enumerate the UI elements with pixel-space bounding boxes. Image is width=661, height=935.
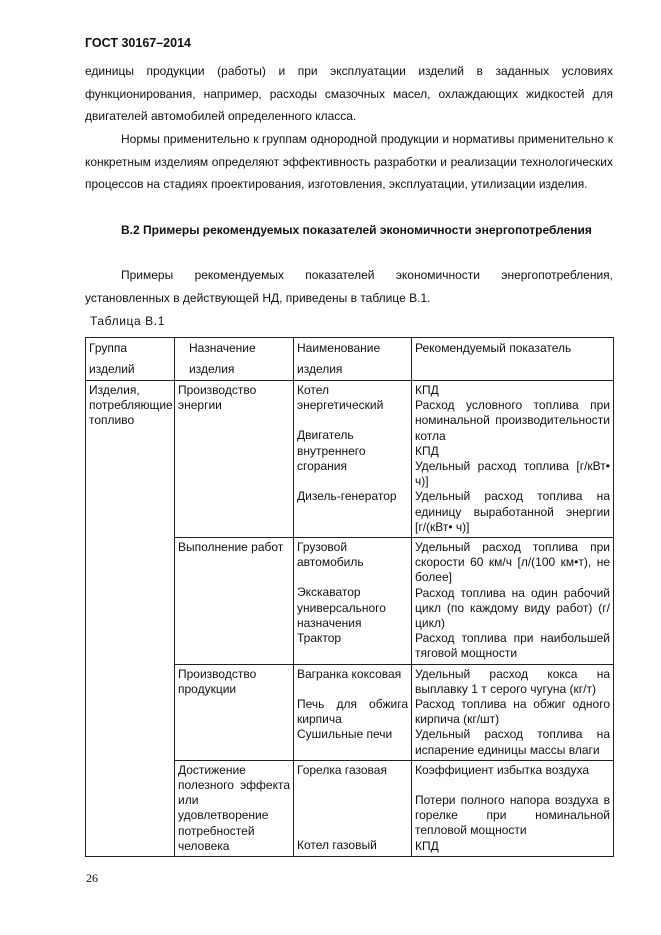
header-name: Наименование изделия — [294, 338, 412, 381]
indicator-cell — [412, 760, 614, 856]
indicator-text: Удельный расход топлива при скорости 60 км/ч [л/(100 км•т), не более] — [415, 540, 610, 585]
item-name: Котел газовый — [297, 838, 377, 853]
name-cell — [294, 538, 412, 665]
header-purpose: Назначение изделия — [175, 338, 294, 381]
indicator-text: КПД — [415, 838, 439, 853]
indicator-text: Коэффициент избытка воздуха — [415, 762, 590, 777]
indicator-text: Расход топлива на один рабочий цикл (по каждому виду работ) (г/цикл) — [415, 585, 610, 631]
table-caption: Таблица В.1 — [90, 314, 165, 328]
indicator-text: Удельный расход топлива на испарение единицы массы влаги — [415, 727, 610, 757]
purpose-cell: Производство энергии — [175, 381, 294, 538]
indicator-cell — [412, 381, 614, 538]
item-name: Трактор — [297, 631, 342, 646]
page-number: 26 — [86, 871, 98, 885]
indicator-text: Удельный расход топлива на единицу выработанной энергии [г/(кВт• ч)] — [415, 489, 610, 534]
item-name: Двигатель внутреннего сгорания — [297, 428, 366, 473]
paragraph-1: единицы продукции (работы) и при эксплуатации изделий в заданных условиях функционирования, например, расходы смазочных масел, охлаждающих жидкостей для двигателей автомобилей определенного класса. — [85, 64, 613, 123]
group-cell: Изделия, потребляющие топливо — [86, 381, 175, 857]
indicators-table — [85, 337, 614, 857]
item-name: Дизель-генератор — [297, 489, 397, 504]
indicator-cell — [412, 538, 614, 665]
item-name: Печь для обжига кирпича — [297, 696, 408, 727]
item-name: Грузовой автомобиль — [297, 540, 364, 570]
item-name: Котел энергетический — [297, 383, 384, 413]
indicator-text: Удельный расход топлива [г/кВт• ч)] — [415, 459, 610, 489]
table-row — [86, 381, 614, 538]
item-name: Горелка газовая — [297, 762, 387, 777]
paragraph-2: Нормы применительно к группам однородной продукции и нормативы применительно к конкретным изделиям определяют эффективность разработки и реализации технологических процессов на стадиях проектирования, изготовления, эксплуатации, утилизации изделия. — [85, 132, 613, 191]
section-heading: В.2 Примеры рекомендуемых показателей экономичности энергопотребления — [121, 223, 592, 237]
item-name: Вагранка коксовая — [297, 666, 402, 681]
table-header-row — [86, 338, 614, 381]
indicator-text: Расход топлива при наибольшей тяговой мощности — [415, 631, 610, 661]
header-group: Группа изделий — [86, 338, 175, 381]
purpose-cell: Выполнение работ — [175, 538, 294, 665]
paragraph-3: Примеры рекомендуемых показателей экономичности энергопотребления, установленных в действующей НД, приведены в таблице В.1. — [85, 268, 613, 305]
name-cell — [294, 664, 412, 760]
name-cell — [294, 381, 412, 538]
indicator-text: Удельный расход кокса на выплавку 1 т серого чугуна (кг/т) — [415, 666, 610, 696]
item-name: Сушильные печи — [297, 727, 393, 742]
document-code: ГОСТ 30167–2014 — [85, 36, 191, 50]
indicator-text: Потери полного напора воздуха в горелке при номинальной тепловой мощности — [415, 793, 610, 838]
indicator-cell — [412, 664, 614, 760]
purpose-cell: Производство продукции — [175, 664, 294, 760]
name-cell — [294, 760, 412, 856]
header-indicator: Рекомендуемый показатель — [412, 338, 614, 381]
indicator-text: Расход топлива на обжиг одного кирпича (кг/шт) — [415, 697, 610, 727]
indicator-text: Расход условного топлива при номинальной производительности котла — [415, 398, 610, 443]
purpose-cell: Достижение полезного эффекта или удовлетворение потребностей человека — [175, 760, 294, 856]
indicator-text: КПД — [415, 383, 439, 397]
indicator-text: КПД — [415, 443, 439, 458]
item-name: Экскаватор универсального назначения — [297, 585, 386, 630]
